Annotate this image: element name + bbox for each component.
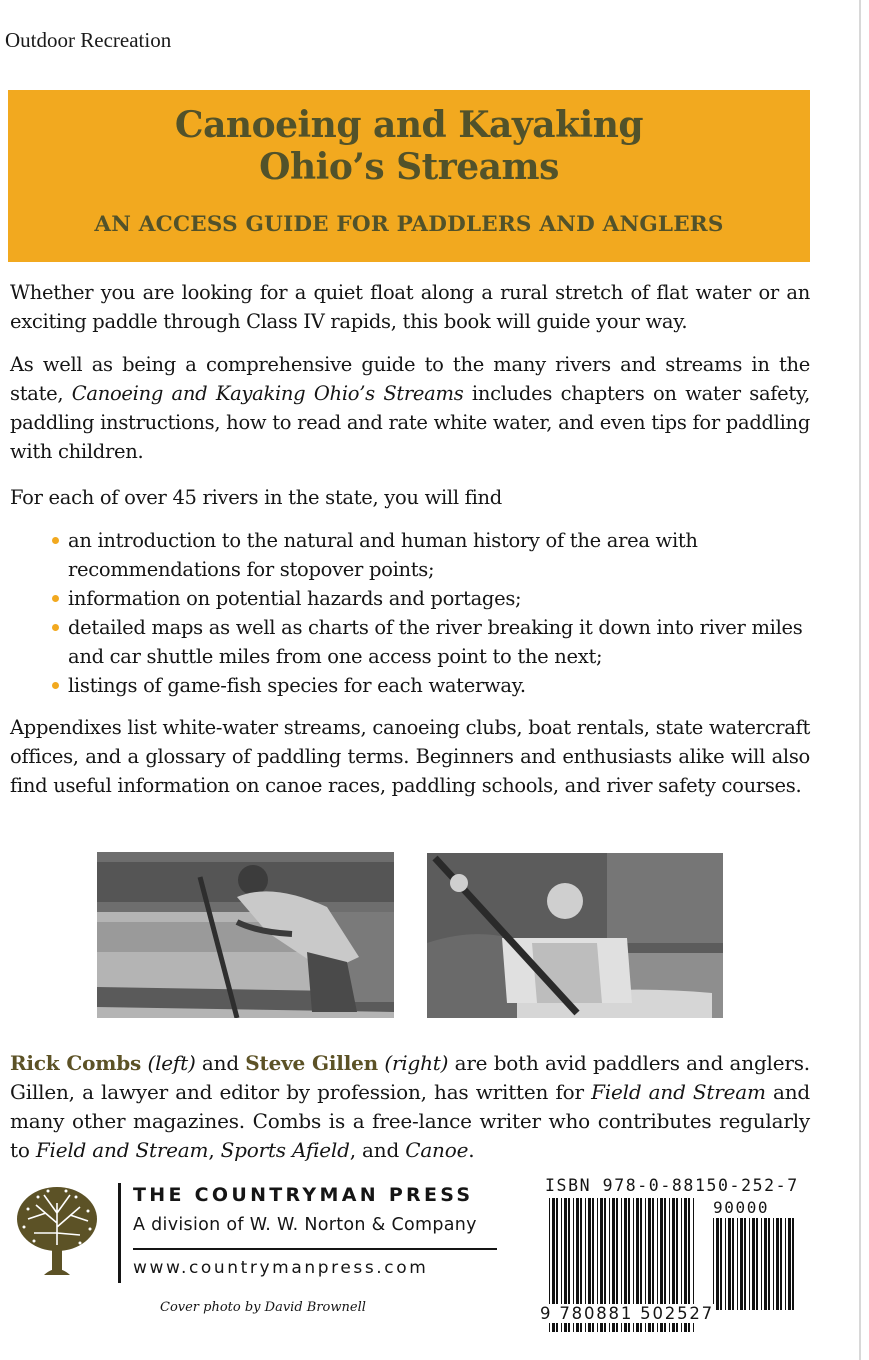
feature-list [50,526,810,700]
list-item-text: an introduction to the natural and human history of the area with recommendations for stopover points; [68,529,698,581]
publisher-name: THE COUNTRYMAN PRESS [133,1184,474,1206]
barcode-bar [764,1218,767,1310]
bio-text-2: and many other magazines. Combs is a free-lance writer who contributes regularly to [10,1080,810,1162]
author-position-left: (left) [147,1051,196,1075]
book-title-line-1: Canoeing and Kayaking [174,104,644,146]
appendix-paragraph: Appendixes list white-water streams, canoeing clubs, boat rentals, state watercraft offices, and a glossary of paddling terms. Beginners and enthusiasts alike will also find useful information on canoe races, paddling schools, and river safety courses. [10,716,810,797]
barcode-bar [732,1218,734,1310]
barcode-bar [788,1218,791,1310]
magazine-title: Sports Afield [220,1138,350,1162]
barcode-bar [792,1218,794,1310]
barcode-bar [761,1218,762,1310]
bullet-dot-icon [52,682,59,689]
barcode-bar [773,1218,774,1310]
list-item-text: information on potential hazards and portages; [68,587,522,610]
bullet-dot-icon [52,537,59,544]
barcode-bar [728,1218,731,1310]
barcode-bar [752,1218,755,1310]
list-item [50,671,810,700]
barcode-bar [768,1218,770,1310]
description-text-end: includes chapters on water safety, paddling instructions, how to read and rate white water, and even tips for paddling with children. [10,382,810,463]
barcode-bar [744,1218,746,1310]
magazine-title: Field and Stream [35,1138,209,1162]
bio-separator: , [208,1138,221,1162]
barcode-bar [713,1218,714,1310]
book-title-inline: Canoeing and Kayaking Ohio’s Streams [71,382,464,405]
barcode-bar [756,1218,758,1310]
bio-text-1: are both avid paddlers and anglers. Gillen, a lawyer and editor by profession, has written for [10,1051,810,1104]
publisher-division: A division of W. W. Norton & Company [133,1215,477,1235]
list-item-text: detailed maps as well as charts of the river breaking it down into river miles and car shuttle miles from one access point to the next; [68,616,803,668]
barcode-bar [740,1218,743,1310]
list-item-text: listings of game-fish species for each waterway. [68,674,526,697]
title-banner [8,90,810,262]
barcode-bar [737,1218,738,1310]
publisher-url: www.countrymanpress.com [133,1258,429,1278]
magazine-title: Field and Stream [591,1080,766,1104]
list-item [50,613,810,671]
barcode-bar [716,1218,719,1310]
publisher-divider [118,1183,121,1283]
list-item [50,584,810,613]
price-barcode-icon [711,1218,797,1310]
author-position-right: (right) [384,1051,449,1075]
author-bio [10,1049,810,1165]
barcode-bar [776,1218,779,1310]
author-photo-right [427,853,723,1018]
tree-logo-icon [14,1183,100,1279]
spine-edge [859,0,861,1360]
bullet-dot-icon [52,624,59,631]
barcode-bar [780,1218,782,1310]
cover-photo-credit: Cover photo by David Brownell [160,1300,366,1315]
author-name-combs: Rick Combs [10,1051,142,1075]
bio-connector: and [195,1051,246,1075]
description-paragraph [10,350,810,466]
magazine-title: Canoe [405,1138,469,1162]
book-title-line-2: Ohio’s Streams [259,146,559,188]
barcode-bar [720,1218,722,1310]
intro-paragraph: Whether you are looking for a quiet float along a rural stretch of flat water or an exciting paddle through Class IV rapids, this book will guide your way. [10,281,810,333]
list-intro-paragraph: For each of over 45 rivers in the state, you will find [10,486,502,509]
barcode-bar [749,1218,750,1310]
bio-end: . [468,1138,475,1162]
bio-separator: , and [349,1138,406,1162]
publisher-rule [133,1248,497,1250]
list-item [50,526,810,584]
barcode-bar [785,1218,786,1310]
bullet-dot-icon [52,595,59,602]
ean-number: 9 780881 502527 [540,1304,714,1323]
price-code: 90000 [713,1198,770,1217]
author-name-gillen: Steve Gillen [245,1051,378,1075]
isbn-label: ISBN 978-0-88150-252-7 [545,1176,799,1195]
description-text-start: As well as being a comprehensive guide to the many rivers and streams in the state, [10,353,810,405]
author-photo-left [97,852,394,1018]
barcode-bar [725,1218,726,1310]
book-subtitle: AN ACCESS GUIDE FOR PADDLERS AND ANGLERS [94,212,724,237]
category-label: Outdoor Recreation [5,28,172,52]
